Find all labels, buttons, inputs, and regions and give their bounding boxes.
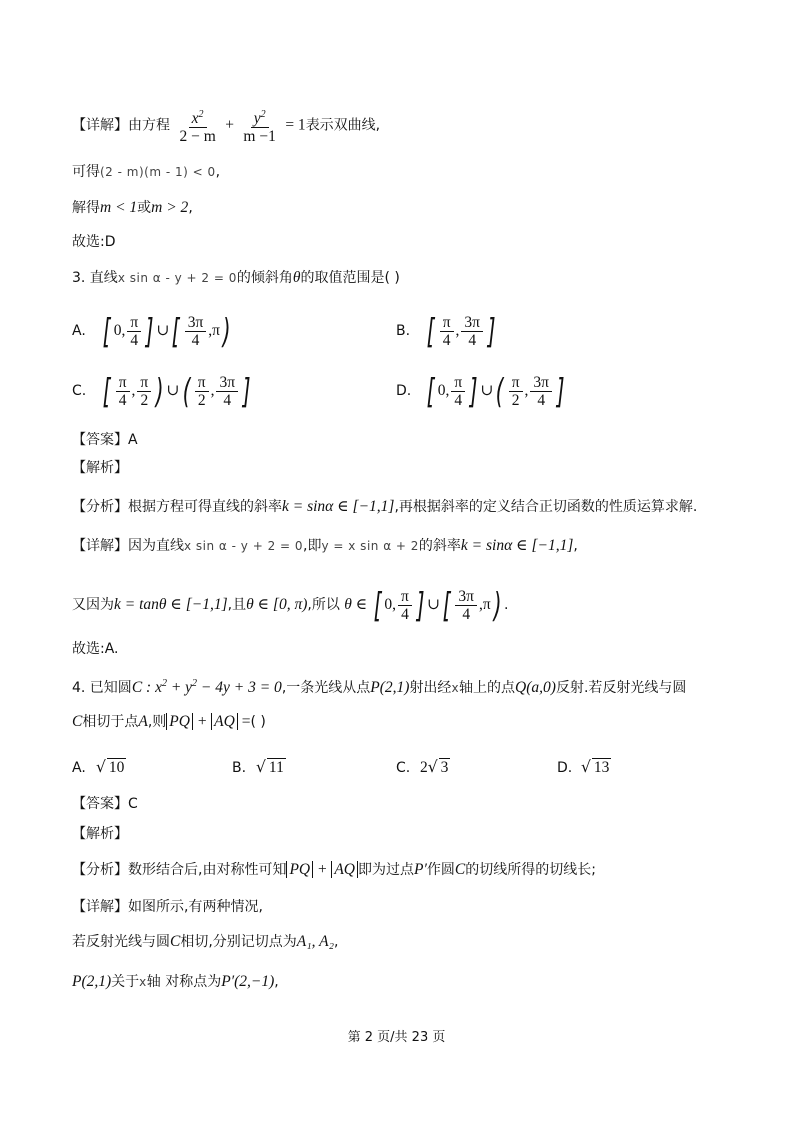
answer-q4: 【答案】C	[72, 796, 138, 812]
question4-stem-2: C相切于点A,则 PQ + AQ =( )	[72, 713, 266, 730]
detail-text-post: 表示双曲线,	[305, 117, 381, 134]
option-b-math: [ $\frac{\pi}{4}$ , $\frac{3\pi}{4}$ ]	[427, 311, 496, 352]
option-d-math: [ 0, $\frac{\pi}{4}$ ] ∪( $\frac{\pi}{2}$ , $\frac{3\pi}{4}$ ]	[427, 371, 565, 412]
detail-q3: 【详解】因为直线x sin α - y + 2 = 0,即y = x sin α + 2的斜率k = sinα ∈ [−1,1],	[72, 537, 578, 554]
question4-stem-1: 4. 已知圆C : $x^2 + y^2 - 4y + 3 = 0$,一条光线从点P(2,1)射出经x轴上的点Q(a,0)反射.若反射光线与圆	[72, 678, 687, 697]
option-a-math: [ 0, $\frac{\pi}{4}$ ] ∪[ $\frac{3\pi}{4}$ ,π)	[103, 311, 231, 352]
option-c[interactable]: C. [ $\frac{\pi}{4}$ , $\frac{\pi}{2}$ ) ∪( $\frac{\pi}{2}$ , $\frac{3\pi}{4}$ ]	[72, 374, 253, 409]
fraction-x: $\frac{x^2}{2 - m}$	[176, 106, 218, 145]
step1-math: (2 - m)(m - 1) < 0	[100, 165, 216, 179]
fraction-y: $\frac{y^2}{m -1}$	[240, 106, 278, 145]
option-c-math: [ $\frac{\pi}{4}$ , $\frac{\pi}{2}$ ) ∪( $\frac{\pi}{2}$ , $\frac{3\pi}{4}$ ]	[103, 371, 251, 412]
circle-equation: C : $x^2 + y^2 - 4y + 3 = 0$	[131, 678, 282, 697]
expr-pq-aq: PQ + AQ =	[166, 713, 250, 730]
option-c-q4[interactable]: C. 2√ 3	[396, 758, 449, 776]
page-footer: 第 2 页/共 23 页	[347, 1030, 446, 1045]
detail-q4: 【详解】如图所示,有两种情况,	[72, 899, 263, 915]
symmetry-line-q4: P(2,1)关于x轴 对称点为P′(2,−1),	[72, 973, 279, 990]
again-q3: 又因为k = tanθ ∈ [−1,1],且θ ∈ [0, π),所以 θ ∈ [ 0, $\frac{\pi}{4}$ ] ∪[ $\frac{3\pi}{4}$ ,π) .	[72, 585, 509, 626]
step1-line: 可得(2 - m)(m - 1) < 0,	[72, 164, 221, 180]
option-d[interactable]: D. [ 0, $\frac{\pi}{4}$ ] ∪( $\frac{\pi}{2}$ , $\frac{3\pi}{4}$ ]	[396, 374, 567, 409]
analysis-q4: 【分析】数形结合后,由对称性可知 PQ + AQ 即为过点P′作圆C的切线所得的切线长;	[72, 861, 596, 878]
option-d-q4[interactable]: D. √ 13	[557, 758, 610, 776]
choice-q3: 故选:A.	[72, 641, 119, 657]
option-b[interactable]: B. [ $\frac{\pi}{4}$ , $\frac{3\pi}{4}$ ]	[396, 314, 498, 349]
detail-line-q2: 【详解】由方程 $\frac{x^2}{2 - m}$ + $\frac{y^2}{m -1}$ = 1表示双曲线,	[72, 106, 380, 145]
step2-line: 解得m < 1或m > 2,	[72, 199, 193, 216]
question3-stem: 3. 直线x sin α - y + 2 = 0的倾斜角θ的取值范围是( )	[72, 269, 400, 286]
analysis-q3: 【分析】根据方程可得直线的斜率k = sinα ∈ [−1,1],再根据斜率的定义结合正切函数的性质运算求解.	[72, 498, 698, 515]
choice-q2: 故选:D	[72, 234, 116, 250]
option-b-q4[interactable]: B. √ 11	[232, 758, 284, 776]
option-a-q4[interactable]: A. √ 10	[72, 758, 125, 776]
answer-q3: 【答案】A	[72, 432, 138, 448]
again-math3: θ ∈ [ 0, $\frac{\pi}{4}$ ] ∪[ $\frac{3\pi}{4}$ ,π)	[344, 585, 502, 626]
analysis-label-q3: 【解析】	[72, 460, 128, 476]
tangent-line-q4: 若反射光线与圆C相切,分别记切点为A₁, A₂,	[72, 933, 339, 950]
detail-label: 【详解】	[72, 117, 128, 134]
option-a[interactable]: A. [ 0, $\frac{\pi}{4}$ ] ∪[ $\frac{3\pi}{4}$ ,π)	[72, 314, 233, 349]
detail-text: 由方程	[128, 117, 170, 134]
analysis-label-q4: 【解析】	[72, 826, 128, 842]
